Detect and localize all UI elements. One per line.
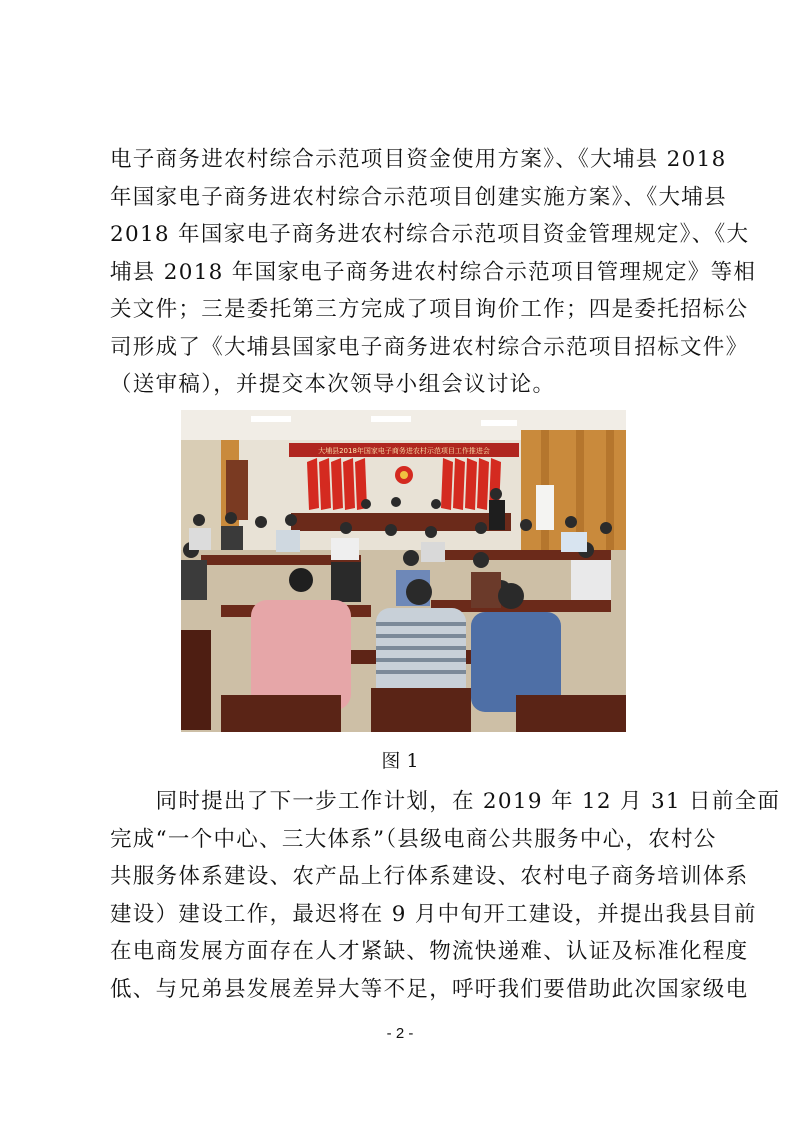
paragraph-line: 2018 年国家电子商务进农村综合示范项目资金管理规定》、《大	[110, 222, 750, 247]
paragraph-line: 同时提出了下一步工作计划，在 2019 年 12 月 31 日前全面	[110, 789, 781, 814]
paragraph-line: 电子商务进农村综合示范项目资金使用方案》、《大埔县 2018	[110, 147, 727, 172]
paragraph-line: 在电商发展方面存在人才紧缺、物流快递难、认证及标准化程度	[110, 939, 749, 964]
meeting-photo	[181, 410, 626, 732]
body-paragraph-2	[110, 783, 781, 1008]
banner-text: 大埔县2018年国家电子商务进农村示范项目工作推进会	[318, 447, 490, 455]
paragraph-line: 完成“一个中心、三大体系”（县级电商公共服务中心，农村公	[110, 826, 717, 852]
paragraph-line: 年国家电子商务进农村综合示范项目创建实施方案》、《大埔县	[110, 184, 727, 210]
paragraph-line: 司形成了《大埔县国家电子商务进农村综合示范项目招标文件》	[110, 334, 749, 360]
page-number: - 2 -	[386, 1025, 414, 1042]
paragraph-line: （送审稿），并提交本次领导小组会议讨论。	[110, 372, 556, 397]
paragraph-line: 关文件；三是委托第三方完成了项目询价工作；四是委托招标公	[110, 297, 749, 322]
paragraph-line: 共服务体系建设、农产品上行体系建设、农村电子商务培训体系	[110, 864, 749, 889]
paragraph-line: 埔县 2018 年国家电子商务进农村综合示范项目管理规定》等相	[110, 259, 757, 285]
figure-caption: 图 1	[381, 750, 419, 772]
paragraph-line: 建设）建设工作，最迟将在 9 月中旬开工建设，并提出我县目前	[110, 901, 757, 927]
body-paragraph-1	[110, 141, 757, 404]
paragraph-line: 低、与兄弟县发展差异大等不足，呼吁我们要借助此次国家级电	[110, 976, 749, 1002]
